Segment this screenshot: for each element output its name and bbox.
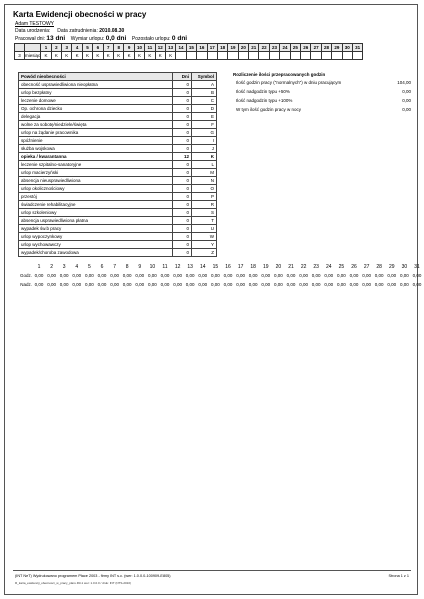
absence-days: 0 (173, 129, 192, 137)
calendar-day-number: 8 (114, 44, 124, 52)
absence-symbol: U (192, 225, 217, 233)
summary-row (233, 98, 411, 105)
absence-header-reason: Powód nieobecności (19, 73, 173, 81)
hours-grid-value: 0,00 (324, 273, 334, 278)
absence-row (19, 185, 217, 193)
worked-days-value: 13 dni (46, 35, 66, 42)
hours-grid-day: 30 (401, 264, 408, 270)
hours-grid-day: 7 (113, 264, 116, 270)
absence-symbol: K (192, 153, 217, 161)
calendar-day-number: 9 (124, 44, 134, 52)
calendar-day-number: 29 (332, 44, 342, 52)
absence-header-row (19, 73, 217, 81)
summary-title: Rozliczenie ilości przepracowanych godzin (233, 72, 326, 77)
absence-symbol: R (192, 201, 217, 209)
calendar-day-mark (280, 52, 290, 60)
absence-days: 0 (173, 217, 192, 225)
absence-row (19, 233, 217, 241)
calendar-day-mark (197, 52, 207, 60)
hours-grid-value: 0,00 (85, 282, 94, 287)
calendar-day-number: 21 (249, 44, 259, 52)
absence-days: 0 (173, 97, 192, 105)
hours-grid-value: 0,00 (286, 273, 296, 278)
hours-grid-value: 0,00 (110, 282, 119, 287)
hours-grid-day: 16 (225, 264, 231, 270)
absence-days: 0 (173, 113, 192, 121)
hours-grid-value: 0,00 (211, 273, 220, 278)
hours-grid-value: 0,00 (148, 273, 157, 278)
hire-date-label: Data zatrudnienia: (57, 28, 98, 34)
calendar-day-mark (259, 52, 269, 60)
hours-grid-value: 0,00 (223, 273, 233, 278)
calendar-day-number: 24 (280, 44, 290, 52)
calendar-day-mark (176, 52, 186, 60)
hours-grid-day: 23 (313, 264, 319, 270)
calendar-day-number: 13 (165, 44, 175, 52)
calendar-day-number: 7 (103, 44, 113, 52)
absence-symbol: O (192, 185, 217, 193)
hours-grid-value: 0,00 (198, 282, 208, 287)
absence-table (18, 72, 217, 257)
calendar-day-mark: K (145, 52, 155, 60)
absence-symbol: F (192, 121, 217, 129)
absence-symbol: Y (192, 241, 217, 249)
absence-row (19, 241, 217, 249)
absence-reason: leczenie szpitalno-sanatoryjne (19, 161, 173, 169)
hours-grid-value: 0,00 (374, 282, 384, 287)
dates-line (15, 28, 124, 34)
absence-days: 0 (173, 233, 192, 241)
calendar-day-number: 26 (301, 44, 311, 52)
absence-row (19, 113, 217, 121)
hours-grid-day: 26 (351, 264, 357, 270)
absence-symbol: C (192, 97, 217, 105)
absence-days: 0 (173, 89, 192, 97)
calendar-day-mark: K (155, 52, 165, 60)
hours-grid-value: 0,00 (34, 273, 44, 278)
calendar-marks-row (15, 52, 363, 60)
absence-reason: urlop bezpłatny (19, 89, 173, 97)
absence-symbol: G (192, 129, 217, 137)
hours-grid-day: 29 (389, 264, 395, 270)
absence-reason: przestój (19, 193, 173, 201)
hours-grid-day: 15 (212, 264, 219, 270)
calendar-day-number: 17 (207, 44, 217, 52)
absence-reason: urlop wypoczynkowy (19, 233, 173, 241)
hours-grid-day: 6 (100, 264, 104, 270)
hours-grid-day: 3 (62, 264, 66, 270)
hours-grid-value: 0,00 (274, 273, 283, 278)
calendar-day-number: 27 (311, 44, 321, 52)
hours-grid-day: 20 (275, 264, 282, 270)
absence-row (19, 161, 217, 169)
absence-symbol: P (192, 193, 217, 201)
absence-days: 0 (173, 209, 192, 217)
hours-grid-value: 0,00 (236, 273, 245, 278)
hours-grid-day: 2 (50, 264, 53, 270)
hours-grid-value: 0,00 (223, 282, 233, 287)
calendar-day-mark: K (72, 52, 82, 60)
hours-grid-value: 0,00 (211, 282, 220, 287)
hours-grid-value: 0,00 (311, 282, 321, 287)
hours-grid-value: 0,00 (34, 282, 44, 287)
hours-grid-day: 12 (174, 264, 181, 270)
calendar-day-number: 2 (51, 44, 61, 52)
absence-row (19, 201, 217, 209)
absence-symbol: M (192, 169, 217, 177)
absence-row (19, 105, 217, 113)
hours-grid-day: 14 (200, 264, 206, 270)
calendar-day-mark: K (103, 52, 113, 60)
hours-grid-value: 0,00 (362, 282, 371, 287)
calendar-day-mark: K (51, 52, 61, 60)
absence-days: 0 (173, 169, 192, 177)
absence-symbol: D (192, 105, 217, 113)
document-title: Karta Ewidencji obecności w pracy (13, 10, 147, 19)
absence-row (19, 209, 217, 217)
hours-grid-value: 0,00 (198, 273, 208, 278)
absence-symbol: J (192, 145, 217, 153)
calendar-day-mark (249, 52, 259, 60)
vacation-value: 0,0 dni (105, 35, 127, 42)
calendar-day-mark (238, 52, 248, 60)
absence-reason: opieka / kwarantanna (19, 153, 173, 161)
absence-days: 0 (173, 145, 192, 153)
absence-reason: wolne za sobotę/niedziele/święta (19, 121, 173, 129)
calendar-day-number: 4 (72, 44, 82, 52)
absence-symbol: E (192, 113, 217, 121)
calendar-day-mark (301, 52, 311, 60)
hours-grid-value: 0,00 (374, 273, 384, 278)
hours-grid-value: 0,00 (85, 273, 94, 278)
hours-grid-value: 0,00 (311, 273, 321, 278)
calendar-day-number: 12 (155, 44, 165, 52)
worked-days-label: Pracował dni: (15, 36, 46, 42)
calendar-day-mark: K (165, 52, 175, 60)
hours-grid-value: 0,00 (337, 282, 346, 287)
absence-reason: spóźnienie (19, 137, 173, 145)
hours-grid-day: 10 (149, 264, 156, 270)
hours-grid-value: 0,00 (173, 273, 182, 278)
calendar-corner-month (25, 44, 41, 52)
calendar-day-number: 25 (290, 44, 300, 52)
absence-reason: absencja nieusprawiedliwiona (19, 177, 173, 185)
hours-grid-value: 0,00 (412, 282, 422, 287)
hours-grid-day: 4 (75, 264, 79, 270)
absence-reason: urlop na żądanie pracownika (19, 129, 173, 137)
absence-row (19, 217, 217, 225)
calendar-day-mark: K (114, 52, 124, 60)
hours-grid-value: 0,00 (299, 273, 308, 278)
hours-grid-day: 11 (162, 264, 168, 270)
hours-grid-value: 0,00 (72, 282, 82, 287)
calendar-day-number: 3 (62, 44, 72, 52)
summary-value: 0,00 (402, 98, 411, 103)
calendar-day-number: 28 (321, 44, 331, 52)
hours-grid-day: 31 (414, 264, 420, 270)
document-page (4, 4, 422, 595)
calendar-day-number: 18 (217, 44, 227, 52)
calendar-day-mark (228, 52, 238, 60)
calendar-day-number: 19 (228, 44, 238, 52)
birth-date-label: Data urodzenia: (15, 28, 51, 34)
vacation-label: Wymiar urlopu: (70, 36, 105, 42)
calendar-day-mark (332, 52, 342, 60)
summary-row (233, 80, 411, 87)
calendar-day-number: 1 (41, 44, 51, 52)
hours-grid-day: 1 (37, 264, 41, 270)
hours-grid-value: 0,00 (286, 282, 296, 287)
calendar-day-mark (352, 52, 362, 60)
hours-grid-day: 25 (338, 264, 345, 270)
hours-grid-value: 0,00 (135, 282, 145, 287)
absence-days: 0 (173, 161, 192, 169)
hire-date-value: 2010.08.30 (99, 28, 125, 34)
hours-grid-value: 0,00 (261, 273, 271, 278)
hours-grid-value: 0,00 (122, 273, 132, 278)
hours-grid-value: 0,00 (173, 282, 182, 287)
calendar-day-number: 31 (352, 44, 362, 52)
absence-symbol: T (192, 217, 217, 225)
calendar-day-number: 5 (82, 44, 92, 52)
absence-row (19, 153, 217, 161)
calendar-day-mark: K (134, 52, 144, 60)
page-footer (13, 570, 411, 585)
hours-grid-value: 0,00 (160, 273, 170, 278)
absence-row (19, 145, 217, 153)
absence-symbol: Z (192, 249, 217, 257)
stats-line (15, 35, 187, 42)
absence-days: 0 (173, 201, 192, 209)
summary-row (233, 89, 411, 96)
calendar-day-mark: K (124, 52, 134, 60)
hours-grid-day: 5 (88, 264, 91, 270)
hours-grid-value: 0,00 (299, 282, 308, 287)
absence-symbol: A (192, 81, 217, 89)
absence-reason: świadczenie rehabilitacyjne (19, 201, 173, 209)
hours-grid-value: 0,00 (349, 282, 359, 287)
calendar-day-number: 14 (176, 44, 186, 52)
calendar-day-mark (342, 52, 352, 60)
absence-reason: urlop szkoleniowy (19, 209, 173, 217)
absence-reason: urlop wychowawczy (19, 241, 173, 249)
hours-summary (233, 72, 411, 116)
hours-grid-value: 0,00 (110, 273, 119, 278)
summary-label: Ilość nadgodzin typu +50% (236, 89, 290, 94)
summary-value: 104,00 (397, 80, 411, 85)
hours-grid-value: 0,00 (148, 282, 157, 287)
calendar-day-mark (311, 52, 321, 60)
hours-grid-value: 0,00 (261, 282, 271, 287)
calendar-day-number: 23 (269, 44, 279, 52)
calendar-table (14, 43, 363, 60)
hours-grid-value: 0,00 (248, 282, 258, 287)
absence-symbol: N (192, 177, 217, 185)
absence-reason: leczenie domowe (19, 97, 173, 105)
calendar-day-mark (269, 52, 279, 60)
absence-reason: urlop macierzyński (19, 169, 173, 177)
absence-symbol: B (192, 89, 217, 97)
absence-row (19, 249, 217, 257)
summary-label: Ilość nadgodzin typu +100% (236, 98, 293, 103)
hours-grid-row-label: Godz. (20, 273, 33, 278)
summary-label: Ilość godzin pracy ("normalnych") w dniu pracującym (236, 80, 342, 85)
hours-grid-value: 0,00 (97, 282, 107, 287)
hours-grid-value: 0,00 (274, 282, 283, 287)
calendar-day-mark: K (62, 52, 72, 60)
hours-grid-value: 0,00 (59, 273, 69, 278)
absence-row (19, 97, 217, 105)
hours-grid-day: 19 (263, 264, 269, 270)
absence-row (19, 137, 217, 145)
absence-reason: służba wojskowa (19, 145, 173, 153)
hours-grid-value: 0,00 (387, 273, 397, 278)
hours-grid-value: 0,00 (349, 273, 359, 278)
absence-row (19, 193, 217, 201)
absence-days: 0 (173, 105, 192, 113)
hours-grid-value: 0,00 (400, 282, 409, 287)
hours-grid-value: 0,00 (412, 273, 422, 278)
hours-grid-value: 0,00 (47, 273, 56, 278)
hours-grid-day: 8 (125, 264, 129, 270)
absence-symbol: S (192, 209, 217, 217)
calendar-day-mark: K (82, 52, 92, 60)
absence-reason: delegacja (19, 113, 173, 121)
absence-row (19, 121, 217, 129)
absence-row (19, 81, 217, 89)
hours-grid-value: 0,00 (362, 273, 371, 278)
hours-grid-day: 22 (300, 264, 307, 270)
absence-days: 0 (173, 121, 192, 129)
hours-grid-day: 17 (237, 264, 244, 270)
summary-row (233, 107, 411, 114)
hours-grid-value: 0,00 (185, 282, 195, 287)
hours-grid-day: 28 (376, 264, 382, 270)
calendar-day-number: 30 (342, 44, 352, 52)
absence-reason: absencja usprawiedliwiona płatna (19, 217, 173, 225)
absence-days: 0 (173, 241, 192, 249)
calendar-corner (15, 44, 25, 52)
calendar-header-row (15, 44, 363, 52)
absence-days: 0 (173, 177, 192, 185)
hours-grid-value: 0,00 (185, 273, 195, 278)
absence-reason: wypadek św.b pracy (19, 225, 173, 233)
absence-header-symbol: Symbol (192, 73, 217, 81)
hours-grid-value: 0,00 (47, 282, 56, 287)
absence-days: 0 (173, 225, 192, 233)
hours-grid-row-label: Nadz. (20, 282, 32, 287)
hours-grid-day: 18 (250, 264, 256, 270)
absence-reason: urlop okolicznościowy (19, 185, 173, 193)
footer-report-path: R_karta_ewidencji_obecnosci_w_pracy_plaru.R3-1 wer: 1.0.0.0 / druk: INT (NTS-2010) (15, 581, 131, 585)
calendar-day-number: 11 (145, 44, 155, 52)
calendar-day-mark (217, 52, 227, 60)
absence-row (19, 89, 217, 97)
remaining-value: 0 dni (171, 35, 188, 42)
absence-symbol: W (192, 233, 217, 241)
absence-row (19, 169, 217, 177)
hours-grid-value: 0,00 (400, 273, 409, 278)
calendar-day-mark (290, 52, 300, 60)
calendar-month-label: miesiąc (25, 53, 41, 58)
hours-grid-value: 0,00 (236, 282, 245, 287)
remaining-label: Pozostało urlopu: (131, 36, 171, 42)
absence-days: 0 (173, 81, 192, 89)
summary-value: 0,00 (402, 89, 411, 94)
footer-printed-by: (INT NeT) Wydrukowano programem Płace 2003 - firmy INT s.c. (wer: 1.0.0.0-100909-E805) (15, 574, 171, 578)
hours-grid-value: 0,00 (135, 273, 145, 278)
employee-name: Adam TESTOWY (15, 21, 54, 27)
hours-grid-value: 0,00 (97, 273, 107, 278)
hours-grid-value: 0,00 (337, 273, 346, 278)
footer-page-number: Strona 1 z 1 (388, 574, 409, 578)
absence-reason: wypadek/choroba zawodowa (19, 249, 173, 257)
absence-row (19, 225, 217, 233)
calendar-day-number: 10 (134, 44, 144, 52)
calendar-day-mark: K (41, 52, 51, 60)
absence-days: 0 (173, 249, 192, 257)
hours-grid-day: 27 (363, 264, 370, 270)
hours-grid-value: 0,00 (122, 282, 132, 287)
calendar-day-mark: K (93, 52, 103, 60)
hours-grid-day: 24 (326, 264, 332, 270)
calendar-day-number: 6 (93, 44, 103, 52)
absence-reason: Op. ochrona dziecko (19, 105, 173, 113)
hours-grid-value: 0,00 (324, 282, 334, 287)
hours-grid-value: 0,00 (387, 282, 397, 287)
absence-header-days: Dni (173, 73, 192, 81)
calendar-year-label: 3 (15, 52, 25, 60)
absence-row (19, 177, 217, 185)
hours-grid-value: 0,00 (72, 273, 82, 278)
calendar-day-mark (321, 52, 331, 60)
calendar-day-mark (186, 52, 196, 60)
hours-grid-day: 21 (288, 264, 294, 270)
hours-grid-value: 0,00 (248, 273, 258, 278)
absence-symbol: I (192, 137, 217, 145)
calendar-day-number: 20 (238, 44, 248, 52)
summary-label: W tym ilość godzin pracy w nocy (236, 107, 302, 112)
hours-grid-day: 13 (187, 264, 193, 270)
absence-reason: obecność usprawiedliwiona nieopłatna (19, 81, 173, 89)
absence-row (19, 129, 217, 137)
calendar-day-mark (207, 52, 217, 60)
absence-days: 0 (173, 193, 192, 201)
hours-grid-value: 0,00 (59, 282, 69, 287)
calendar-day-number: 15 (186, 44, 196, 52)
summary-value: 0,00 (402, 107, 411, 112)
hours-grid-day: 9 (138, 264, 142, 270)
absence-symbol: L (192, 161, 217, 169)
calendar-day-number: 22 (259, 44, 269, 52)
hours-grid-value: 0,00 (160, 282, 170, 287)
absence-days: 0 (173, 137, 192, 145)
calendar-day-number: 16 (197, 44, 207, 52)
absence-days: 0 (173, 185, 192, 193)
absence-days: 12 (173, 153, 192, 161)
